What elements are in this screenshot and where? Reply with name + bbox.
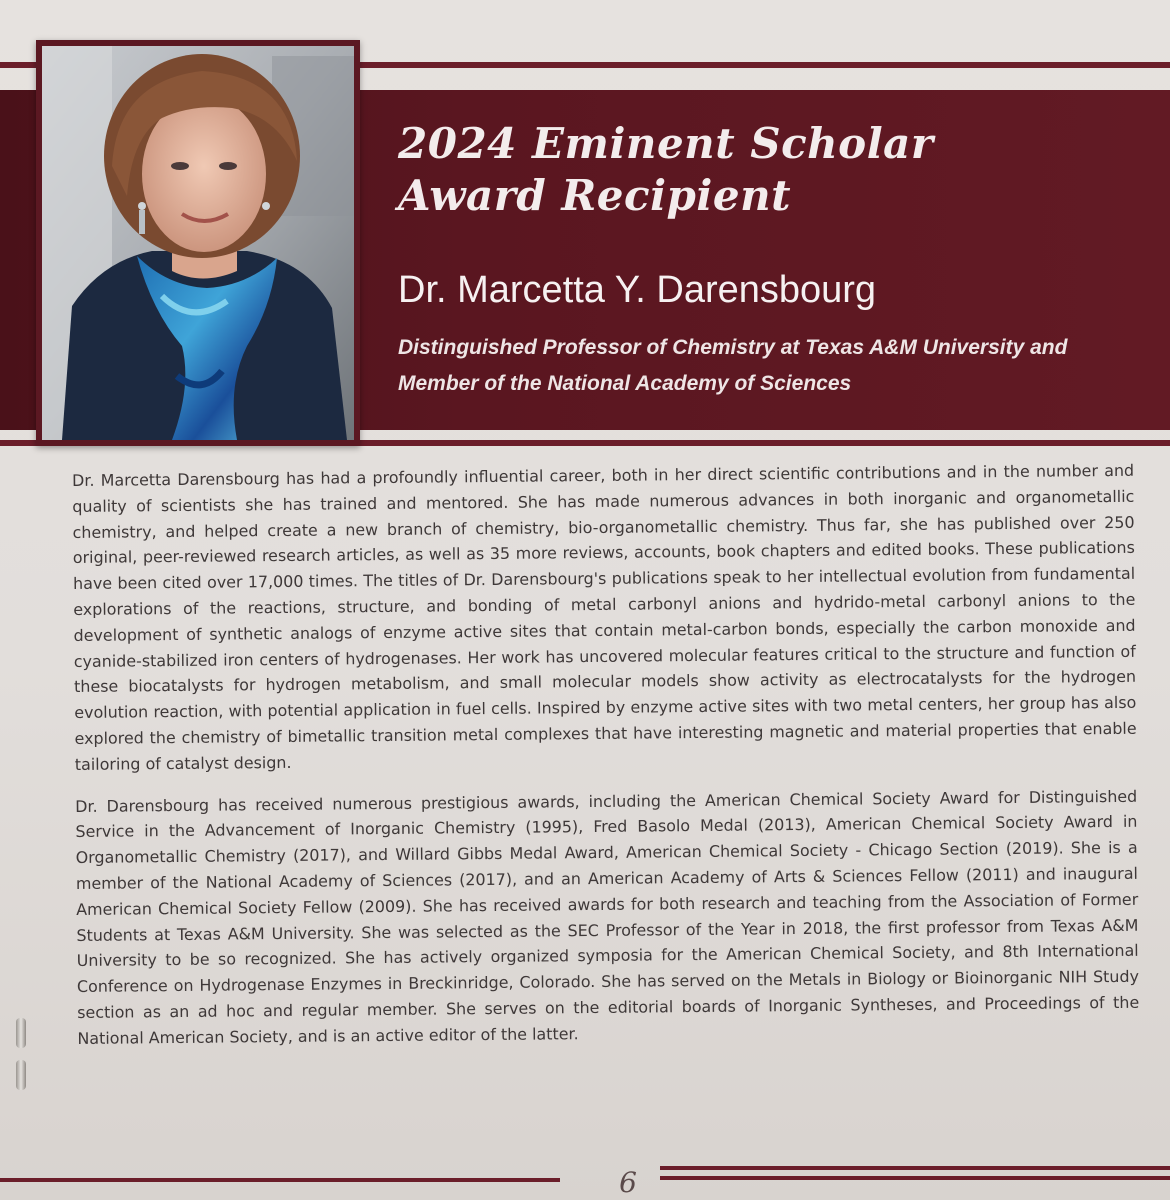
binding-staple-bottom bbox=[16, 1060, 26, 1090]
recipient-role bbox=[398, 330, 1138, 402]
footer-rule-right-upper bbox=[660, 1166, 1170, 1170]
portrait-frame bbox=[36, 40, 360, 446]
biography-paragraph-2: Dr. Darensbourg has received numerous prestigious awards, including the American Chemical Society Award for Distinguished Service in the Advancement of Inorganic Chemistry (1995), Fred Basolo Medal (2013), American Chemical Society Award in Organometallic Chemistry (2017), and Willard Gibbs Medal Award, American Chemical Society - Chicago Section (2019). She is a member of the National Academy of Sciences (2017), and an American Academy of Arts & Sciences Fellow (2011) and inaugural American Chemical Society Fellow (2009). She has received awards for both research and teaching from the Association of Former Students at Texas A&M University. She was selected as the SEC Professor of the Year in 2018, the first professor from Texas A&M University to be so recognized. She has actively organized symposia for the American Chemical Society, and 8th International Conference on Hydrogenase Enzymes in Breckinridge, Colorado. She has served on the Metals in Biology or Bioinorganic NIH Study section as an ad hoc and regular member. She serves on the editorial boards of Inorganic Syntheses, and Proceedings of the National American Society, and is an active editor of the latter. bbox=[75, 786, 1140, 1048]
portrait-illustration bbox=[42, 46, 354, 440]
award-title-line1: 2024 Eminent Scholar bbox=[398, 119, 934, 168]
award-title bbox=[398, 118, 1138, 222]
portrait-photo bbox=[42, 46, 354, 440]
footer-rule-left bbox=[0, 1178, 560, 1182]
footer-rule-right-lower bbox=[660, 1176, 1170, 1180]
recipient-role-line2: Member of the National Academy of Sciences bbox=[398, 372, 852, 395]
biography-paragraph-1: Dr. Marcetta Darensbourg has had a profoundly influential career, both in her direct scientific contributions and in the number and quality of scientists she has trained and mentored. She has made numerous advances in both inorganic and organometallic chemistry, and helped create a new branch of chemistry, bio-organometallic chemistry. Thus far, she has published over 250 original, peer-reviewed research articles, as well as 35 more reviews, accounts, book chapters and edited books. These publications have been cited over 17,000 times. The titles of Dr. Darensbourg's publications speak to her intellectual evolution from fundamental explorations of the reactions, structure, and bonding of metal carbonyl anions and hydrido-metal carbonyl anions to the development of synthetic analogs of enzyme active sites that contain metal-carbon bonds, especially the carbon monoxide and cyanide-stabilized iron centers of hydrogenases. Her work has uncovered molecular features critical to the structure and function of these biocatalysts for hydrogen metabolism, and small molecular models show activity as electrocatalysts for the hydrogen evolution reaction, with potential application in fuel cells. Inspired by enzyme active sites with two metal centers, her group has also explored the chemistry of bimetallic transition metal complexes that have interesting magnetic and material properties that enable tailoring of catalyst design. bbox=[72, 460, 1137, 774]
award-title-line2: Award Recipient bbox=[398, 171, 792, 220]
recipient-role-line1: Distinguished Professor of Chemistry at Texas A&M University and bbox=[398, 336, 1068, 359]
page-number: 6 bbox=[619, 1166, 637, 1199]
binding-staple-top bbox=[16, 1018, 26, 1048]
biography bbox=[72, 458, 1140, 1068]
recipient-name: Dr. Marcetta Y. Darensbourg bbox=[398, 269, 877, 311]
